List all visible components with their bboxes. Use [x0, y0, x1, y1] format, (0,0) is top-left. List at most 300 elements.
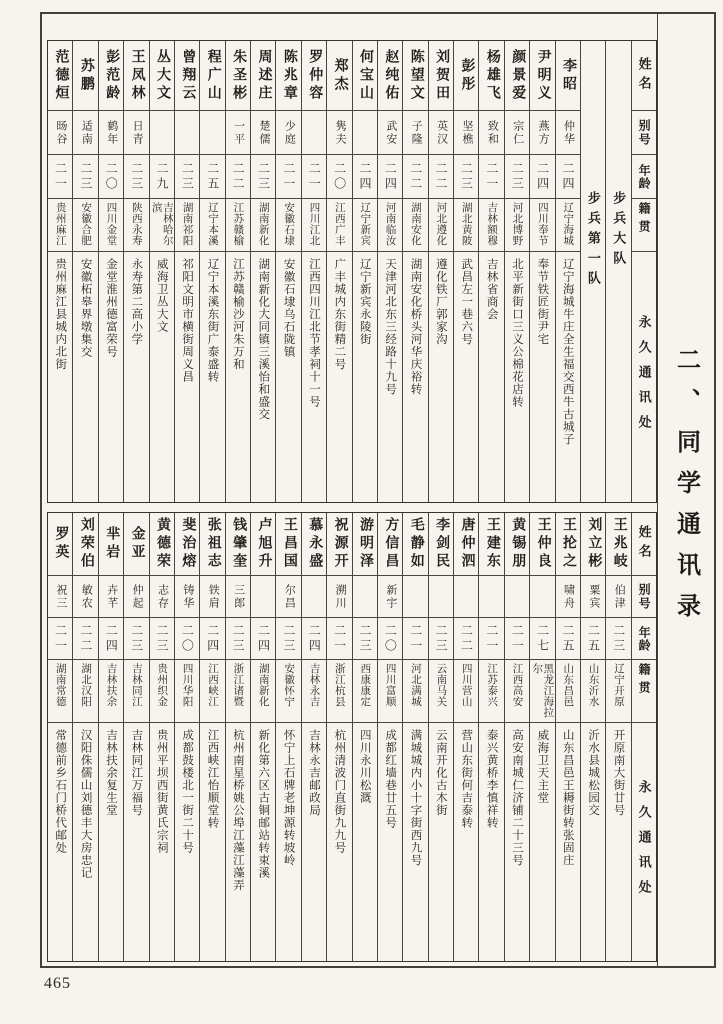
person-age-text: 二九: [154, 161, 169, 192]
person-address: [175, 723, 199, 961]
person-address-text: 沂水县城松园交: [587, 729, 600, 817]
person-address: [530, 252, 554, 502]
person-address-text: 遵化铁厂郭家沟: [434, 258, 447, 346]
person-column: [378, 41, 403, 502]
person-address-text: 奉节铁匠街尹宅: [536, 258, 549, 346]
person-address-text: 泰兴黄桥李慎祥转: [485, 729, 498, 829]
person-column: [175, 41, 200, 502]
person-address: [353, 723, 377, 961]
person-native-text: 河南临汝: [384, 202, 396, 246]
person-native: [454, 660, 478, 723]
person-address-text: 高安南城仁济铺二十三号: [510, 729, 523, 867]
person-alias-text: 伯津: [613, 583, 626, 610]
person-name-text: 王抡之: [561, 517, 577, 571]
person-address: [251, 723, 275, 961]
header-address: [632, 723, 656, 961]
person-age-text: 二四: [205, 623, 220, 654]
person-alias-text: 一平: [232, 119, 245, 146]
person-age: [48, 618, 72, 660]
person-age: [378, 618, 402, 660]
person-alias: [454, 111, 478, 155]
person-name: [479, 41, 503, 111]
person-name: [581, 513, 605, 576]
person-native-text: 江西广丰: [333, 202, 345, 246]
person-address-text: 永寿第二高小学: [130, 258, 143, 346]
person-address: [327, 723, 351, 961]
person-alias-text: 仲华: [562, 119, 575, 146]
person-name-text: 赵纯佑: [383, 48, 399, 103]
person-column: [124, 41, 149, 502]
person-address: [429, 252, 453, 502]
person-age: [505, 155, 529, 199]
person-column: [327, 513, 352, 961]
person-alias: [378, 576, 402, 618]
person-name: [327, 41, 351, 111]
person-age-text: 二三: [129, 161, 144, 192]
person-age-text: 二三: [129, 623, 144, 654]
person-age: [479, 155, 503, 199]
person-age: [429, 618, 453, 660]
person-native-text: 贵州织金: [156, 663, 168, 707]
person-address-text: 吉林永吉邮政局: [307, 729, 320, 817]
person-name-text: 卢旭升: [256, 517, 272, 571]
person-name: [378, 41, 402, 111]
person-age-text: 二四: [560, 161, 575, 192]
person-alias: [429, 111, 453, 155]
person-age-text: 二二: [408, 161, 423, 192]
header-address-label: 永久通讯处: [636, 314, 652, 440]
person-column: [581, 513, 606, 961]
person-age-text: 二四: [383, 161, 398, 192]
person-native-text: 湖南新化: [257, 663, 269, 707]
person-address-text: 汉阳侏儒山刘德丰大房忠记: [79, 729, 92, 879]
person-column: [99, 41, 124, 502]
person-alias: [353, 111, 377, 155]
person-age-text: 二一: [307, 161, 322, 192]
person-native-text: 湖南新化: [257, 202, 269, 246]
person-alias: [556, 111, 580, 155]
person-native-text: 湖北汉阳: [80, 663, 92, 707]
person-age: [302, 618, 326, 660]
person-address-text: 广丰城内东街精二号: [333, 258, 346, 371]
person-address: [99, 723, 123, 961]
person-native: [327, 660, 351, 723]
person-alias: [403, 111, 427, 155]
person-alias: [302, 111, 326, 155]
person-age: [251, 618, 275, 660]
person-address: [302, 252, 326, 502]
person-age: [150, 155, 174, 199]
person-native-text: 黑龙江海拉尔: [531, 663, 554, 718]
unit-label-battalion: [606, 41, 630, 502]
person-address: [73, 723, 97, 961]
person-native: [429, 660, 453, 723]
person-address-text: 辽宁本溪东街广泰盛转: [206, 258, 219, 383]
person-native-text: 西康康定: [359, 663, 371, 707]
person-alias-text: 志存: [156, 583, 169, 610]
person-column: [48, 513, 73, 961]
person-name: [530, 41, 554, 111]
person-address-text: 吉林省商会: [485, 258, 498, 321]
header-alias: [632, 111, 656, 155]
person-name: [48, 513, 72, 576]
person-alias: [48, 576, 72, 618]
person-native-text: 云南马关: [435, 663, 447, 707]
person-address-text: 威海卫天主堂: [536, 729, 549, 804]
person-address-text: 吉林扶余复生堂: [104, 729, 117, 817]
person-alias-text: 铁肩: [207, 583, 220, 610]
person-age-text: 二三: [154, 623, 169, 654]
person-age-text: 二四: [104, 623, 119, 654]
header-age-label: 年龄: [637, 625, 652, 652]
header-name-label: 姓名: [636, 525, 652, 563]
person-age-text: 二五: [205, 161, 220, 192]
person-age-text: 二三: [281, 623, 296, 654]
person-age-text: 二一: [510, 623, 525, 654]
person-column: [276, 513, 301, 961]
person-alias-text: 鹤年: [105, 119, 118, 146]
person-address: [327, 252, 351, 502]
person-address: [353, 252, 377, 502]
person-address: [124, 252, 148, 502]
person-alias: [454, 576, 478, 618]
person-alias: [530, 111, 554, 155]
person-native: [48, 660, 72, 723]
person-name: [302, 513, 326, 576]
person-address: [454, 252, 478, 502]
person-alias: [479, 111, 503, 155]
person-age: [581, 618, 605, 660]
person-alias: [150, 576, 174, 618]
person-name: [150, 513, 174, 576]
person-address-text: 营山东街何吉泰转: [460, 729, 473, 829]
person-address: [200, 252, 224, 502]
header-native: [632, 660, 656, 723]
person-alias: [99, 111, 123, 155]
person-name-text: 祝源开: [332, 517, 348, 571]
person-native-text: 吉林永吉: [308, 663, 320, 707]
person-native: [150, 199, 174, 252]
person-address: [378, 723, 402, 961]
person-alias: [403, 576, 427, 618]
person-address-text: 天津河北东三经路十九号: [384, 258, 397, 396]
person-native: [378, 660, 402, 723]
person-address-text: 湖南安化桥头河华庆裕转: [409, 258, 422, 396]
person-name-text: 朱圣彬: [231, 48, 247, 103]
person-age-text: 二二: [434, 161, 449, 192]
person-address-text: 四川永川松溉: [358, 729, 371, 804]
person-name: [150, 41, 174, 111]
person-name-text: 毛静如: [408, 517, 424, 571]
header-name-label: 姓名: [636, 56, 652, 95]
person-native-text: 江苏赣榆: [232, 202, 244, 246]
header-age: [632, 618, 656, 660]
person-age-text: 二三: [357, 623, 372, 654]
person-age: [327, 618, 351, 660]
person-age: [556, 618, 580, 660]
person-native-text: 辽宁本溪: [206, 202, 218, 246]
person-name: [48, 41, 72, 111]
person-name-text: 颜景爱: [510, 48, 526, 103]
person-alias: [479, 576, 503, 618]
person-native-text: 四川金堂: [105, 202, 117, 246]
person-name: [73, 513, 97, 576]
person-name-text: 王建东: [484, 517, 500, 571]
person-native: [302, 660, 326, 723]
person-age: [556, 155, 580, 199]
person-name-text: 郑杰: [332, 57, 348, 94]
person-alias: [200, 111, 224, 155]
person-name-text: 周述庄: [256, 48, 272, 103]
person-age-text: 二三: [510, 161, 525, 192]
person-column: [403, 513, 428, 961]
person-name-text: 罗仲容: [307, 48, 323, 103]
unit-label-battalion-text: 步兵大队: [611, 191, 627, 271]
person-native-text: 河北满城: [409, 663, 421, 707]
person-address-text: 开原南大街廿号: [612, 729, 625, 817]
person-name: [556, 41, 580, 111]
person-age: [251, 155, 275, 199]
person-name-text: 何宝山: [358, 48, 374, 103]
person-age-text: 二四: [256, 623, 271, 654]
person-name-text: 王兆岐: [611, 517, 627, 571]
person-address-text: 辽宁海城牛庄全生福交西牛古城子: [561, 258, 574, 446]
person-name: [505, 513, 529, 576]
person-address: [175, 252, 199, 502]
person-name-text: 王昌国: [281, 517, 297, 571]
person-name-text: 尹明义: [535, 48, 551, 103]
person-column: [530, 513, 555, 961]
person-name: [530, 513, 554, 576]
person-alias-text: 啸舟: [562, 583, 575, 610]
person-name: [353, 513, 377, 576]
person-alias-text: 适南: [80, 119, 93, 146]
person-address: [556, 252, 580, 502]
person-age: [226, 155, 250, 199]
header-alias-label: 别号: [637, 582, 652, 611]
person-name-text: 杨雄飞: [484, 48, 500, 103]
person-address-text: 江西四川江北节孝祠十一号: [307, 258, 320, 408]
person-address: [403, 723, 427, 961]
person-name: [454, 513, 478, 576]
person-column: [606, 513, 631, 961]
person-name-text: 彭彤: [459, 57, 475, 94]
person-name: [429, 41, 453, 111]
person-native-text: 四川富顺: [384, 663, 396, 707]
person-native: [124, 199, 148, 252]
person-alias: [226, 576, 250, 618]
person-native: [302, 199, 326, 252]
person-age: [530, 618, 554, 660]
person-native: [276, 199, 300, 252]
person-age: [200, 155, 224, 199]
person-age: [454, 155, 478, 199]
person-alias-text: 燕方: [537, 119, 550, 146]
person-native-text: 吉林额穆: [486, 202, 498, 246]
person-column: [226, 41, 251, 502]
person-native: [479, 199, 503, 252]
person-native-text: 江苏泰兴: [486, 663, 498, 707]
person-alias: [378, 111, 402, 155]
person-age: [378, 155, 402, 199]
person-name: [226, 41, 250, 111]
person-address: [530, 723, 554, 961]
person-address-text: 安徽石埭乌石陇镇: [282, 258, 295, 358]
person-address-text: 江西峡江怡顺堂转: [206, 729, 219, 829]
person-age-text: 二四: [535, 161, 550, 192]
person-address-text: 成都鼓楼北一街二十号: [181, 729, 194, 854]
person-name: [403, 41, 427, 111]
person-address-text: 杭州南星桥姚公埠江藻江藻弄: [231, 729, 244, 892]
person-native-text: 湖南安化: [409, 202, 421, 246]
person-address: [251, 252, 275, 502]
person-native: [429, 199, 453, 252]
header-native-label: 籍贯: [637, 202, 652, 238]
person-name-text: 李剑民: [434, 517, 450, 571]
person-native-text: 湖北黄陂: [460, 202, 472, 246]
unit-label-first-company: [581, 41, 605, 502]
person-column: [353, 41, 378, 502]
person-native-text: 河北遵化: [435, 202, 447, 246]
person-native: [150, 660, 174, 723]
person-native: [327, 199, 351, 252]
person-address-text: 江苏赣榆沙河朱万和: [231, 258, 244, 371]
person-age-text: 二一: [53, 623, 68, 654]
person-age-text: 二一: [53, 161, 68, 192]
person-alias: [429, 576, 453, 618]
person-alias-text: 日青: [131, 119, 144, 146]
header-address: [632, 252, 656, 502]
person-name-text: 刘荣伯: [78, 517, 94, 571]
person-native: [48, 199, 72, 252]
person-age-text: 二三: [231, 623, 246, 654]
person-age: [454, 618, 478, 660]
person-column: [175, 513, 200, 961]
person-address: [581, 723, 605, 961]
person-address: [505, 252, 529, 502]
person-age: [124, 155, 148, 199]
person-alias: [251, 111, 275, 155]
person-alias: [124, 576, 148, 618]
person-native: [505, 660, 529, 723]
person-native-text: 贵州麻江: [54, 202, 66, 246]
person-age: [150, 618, 174, 660]
person-name: [99, 41, 123, 111]
person-native-text: 浙江杭县: [333, 663, 345, 707]
person-name-text: 苏鹏: [78, 57, 94, 94]
person-address-text: 成都红墙巷廿五号: [384, 729, 397, 829]
person-native-text: 湖南祁阳: [181, 202, 193, 246]
person-age: [505, 618, 529, 660]
person-address-text: 满城城内小十字街西九号: [409, 729, 422, 867]
person-age: [353, 618, 377, 660]
person-native-text: 陕西永寿: [130, 202, 142, 246]
person-name: [403, 513, 427, 576]
person-native: [530, 199, 554, 252]
person-alias: [505, 111, 529, 155]
person-native-text: 吉林扶余: [105, 663, 117, 707]
person-native-text: 吉林哈尔滨: [150, 202, 173, 246]
person-alias: [606, 576, 630, 618]
person-column: [479, 41, 504, 502]
person-native-text: 安徽怀宁: [283, 663, 295, 707]
person-native-text: 四川奉节: [536, 202, 548, 246]
person-address-text: 吉林同江万福号: [130, 729, 143, 817]
person-name: [276, 513, 300, 576]
person-column: [48, 41, 73, 502]
person-age-text: 二三: [78, 161, 93, 192]
person-alias: [327, 576, 351, 618]
person-native-text: 湖南常德: [54, 663, 66, 707]
person-alias-text: 新宇: [384, 583, 397, 610]
person-name-text: 丛大文: [155, 48, 171, 103]
person-native-text: 山东沂水: [587, 663, 599, 707]
person-name-text: 游明泽: [358, 517, 374, 571]
person-column: [251, 513, 276, 961]
person-name: [556, 513, 580, 576]
person-address: [606, 723, 630, 961]
person-name-text: 唐仲泗: [459, 517, 475, 571]
person-native: [73, 199, 97, 252]
person-column: [150, 41, 175, 502]
header-native-label: 籍贯: [637, 663, 652, 699]
person-age-text: 二二: [78, 623, 93, 654]
person-column: [327, 41, 352, 502]
person-age-text: 二一: [281, 161, 296, 192]
person-address: [276, 252, 300, 502]
person-alias: [251, 576, 275, 618]
person-age: [73, 155, 97, 199]
person-native: [200, 199, 224, 252]
page-frame: [40, 12, 716, 968]
person-name: [200, 513, 224, 576]
person-age: [276, 618, 300, 660]
person-age-text: 二〇: [104, 161, 119, 192]
person-column: [505, 41, 530, 502]
person-age: [302, 155, 326, 199]
person-name: [200, 41, 224, 111]
person-age-text: 二三: [256, 161, 271, 192]
person-native: [251, 199, 275, 252]
person-column: [73, 41, 98, 502]
person-age-text: 二五: [560, 623, 575, 654]
header-address-label: 永久通讯处: [636, 779, 652, 905]
person-alias: [581, 576, 605, 618]
person-age: [124, 618, 148, 660]
person-alias: [150, 111, 174, 155]
header-native: [632, 199, 656, 252]
person-age-text: 二二: [231, 161, 246, 192]
person-alias-text: 楚儒: [257, 119, 270, 146]
person-address: [429, 723, 453, 961]
person-column: [353, 513, 378, 961]
person-name: [454, 41, 478, 111]
person-address: [200, 723, 224, 961]
person-native-text: 江西高安: [511, 663, 523, 707]
person-address: [505, 723, 529, 961]
person-native: [124, 660, 148, 723]
person-alias-text: 铸华: [181, 583, 194, 610]
person-name-text: 彭范龄: [104, 48, 120, 103]
person-age: [175, 155, 199, 199]
person-age-text: 二一: [484, 623, 499, 654]
person-native: [606, 660, 630, 723]
person-native: [175, 660, 199, 723]
person-address: [99, 252, 123, 502]
person-age: [48, 155, 72, 199]
person-name: [251, 41, 275, 111]
person-age-text: 二一: [484, 161, 499, 192]
